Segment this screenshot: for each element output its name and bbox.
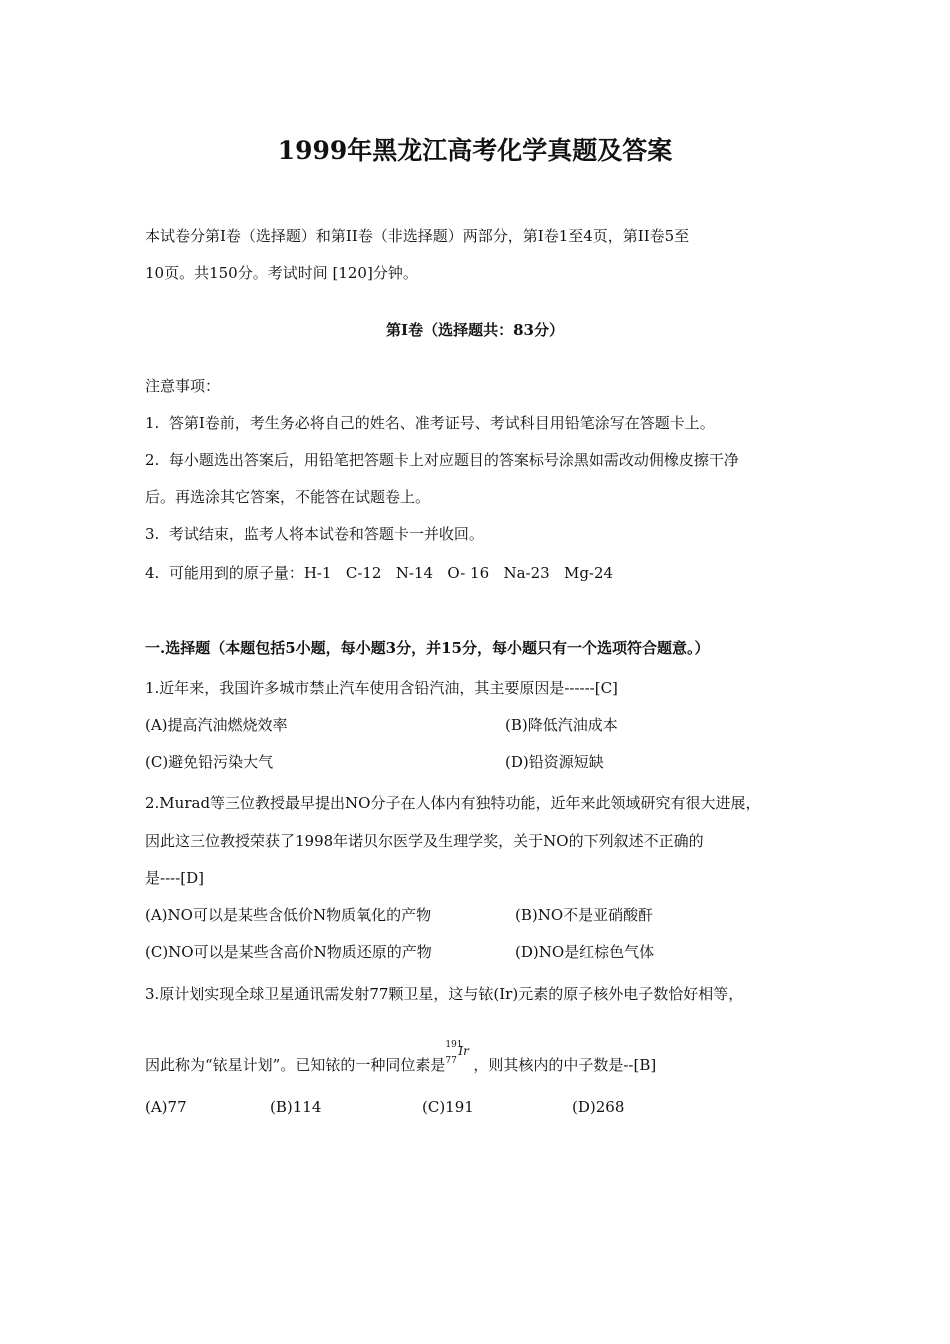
q1-option-d: (D)铅资源短缺: [505, 753, 604, 771]
q2-option-d: (D)NO是红棕色气体: [515, 943, 655, 961]
q1-option-c: (C)避免铅污染大气: [145, 753, 274, 771]
q3-option-b: (B)114: [270, 1098, 322, 1116]
section1-heading: 一.选择题（本题包括5小题，每小题3分，并15分，每小题只有一个选项符合题意。）: [145, 639, 710, 657]
isotope-atomic-number: 77: [445, 1056, 457, 1066]
q3-option-d: (D)268: [572, 1098, 625, 1116]
note-2-cont: 后。再选涂其它答案，不能答在试题卷上。: [145, 488, 431, 506]
note-1: 1. 答第Ⅰ卷前，考生务必将自己的姓名、准考证号、考试科目用铅笔涂写在答题卡上。: [145, 414, 715, 432]
q3-stem-after: ，则其核内的中子数是--[B]: [473, 1056, 657, 1074]
q1-option-b: (B)降低汽油成本: [505, 716, 618, 734]
q2-stem-line-1: 2.Murad等三位教授最早提出NO分子在人体内有独特功能，近年来此领域研究有很大进展，: [145, 794, 761, 812]
q1-stem: 1.近年来，我国许多城市禁止汽车使用含铅汽油，其主要原因是------[C]: [145, 679, 618, 697]
q2-stem-line-2: 因此这三位教授荣获了1998年诺贝尔医学及生理学奖，关于NO的下列叙述不正确的: [145, 832, 704, 850]
page-title: 1999年黑龙江高考化学真题及答案: [277, 136, 673, 165]
intro-line-1: 本试卷分第Ⅰ卷（选择题）和第II卷（非选择题）两部分，第Ⅰ卷1至4页，第II卷5至: [145, 227, 690, 245]
isotope-notation: [445, 1040, 473, 1076]
isotope-symbol: Ir: [458, 1044, 469, 1058]
isotope-mass-number: 191: [445, 1040, 463, 1050]
q2-option-a: (A)NO可以是某些含低价N物质氧化的产物: [145, 906, 432, 924]
q3-stem-line-1: 3.原计划实现全球卫星通讯需发射77颗卫星，这与铱(Ir)元素的原子核外电子数恰好相等，: [145, 985, 744, 1003]
q3-stem-before: 因此称为“铱星计划”。已知铱的一种同位素是: [145, 1056, 446, 1074]
q3-stem-line-2: [145, 1040, 657, 1076]
note-4: 4. 可能用到的原子量：H-1 C-12 N-14 O- 16 Na-23 Mg-24: [145, 564, 614, 582]
note-3: 3. 考试结束，监考人将本试卷和答题卡一并收回。: [145, 525, 484, 543]
q2-option-b: (B)NO不是亚硝酸酐: [515, 906, 654, 924]
notes-heading: 注意事项：: [145, 377, 221, 395]
q1-option-a: (A)提高汽油燃烧效率: [145, 716, 288, 734]
intro-line-2: 10页。共150分。考试时间 [120]分钟。: [145, 264, 418, 282]
q3-option-a: (A)77: [145, 1098, 187, 1116]
part1-heading: 第Ⅰ卷（选择题共：83分）: [386, 321, 564, 339]
q2-stem-line-3: 是----[D]: [145, 869, 205, 887]
q3-option-c: (C)191: [422, 1098, 474, 1116]
q2-option-c: (C)NO可以是某些含高价N物质还原的产物: [145, 943, 432, 961]
note-2: 2. 每小题选出答案后，用铅笔把答题卡上对应题目的答案标号涂黑如需改动佣橡皮擦干净: [145, 451, 739, 469]
